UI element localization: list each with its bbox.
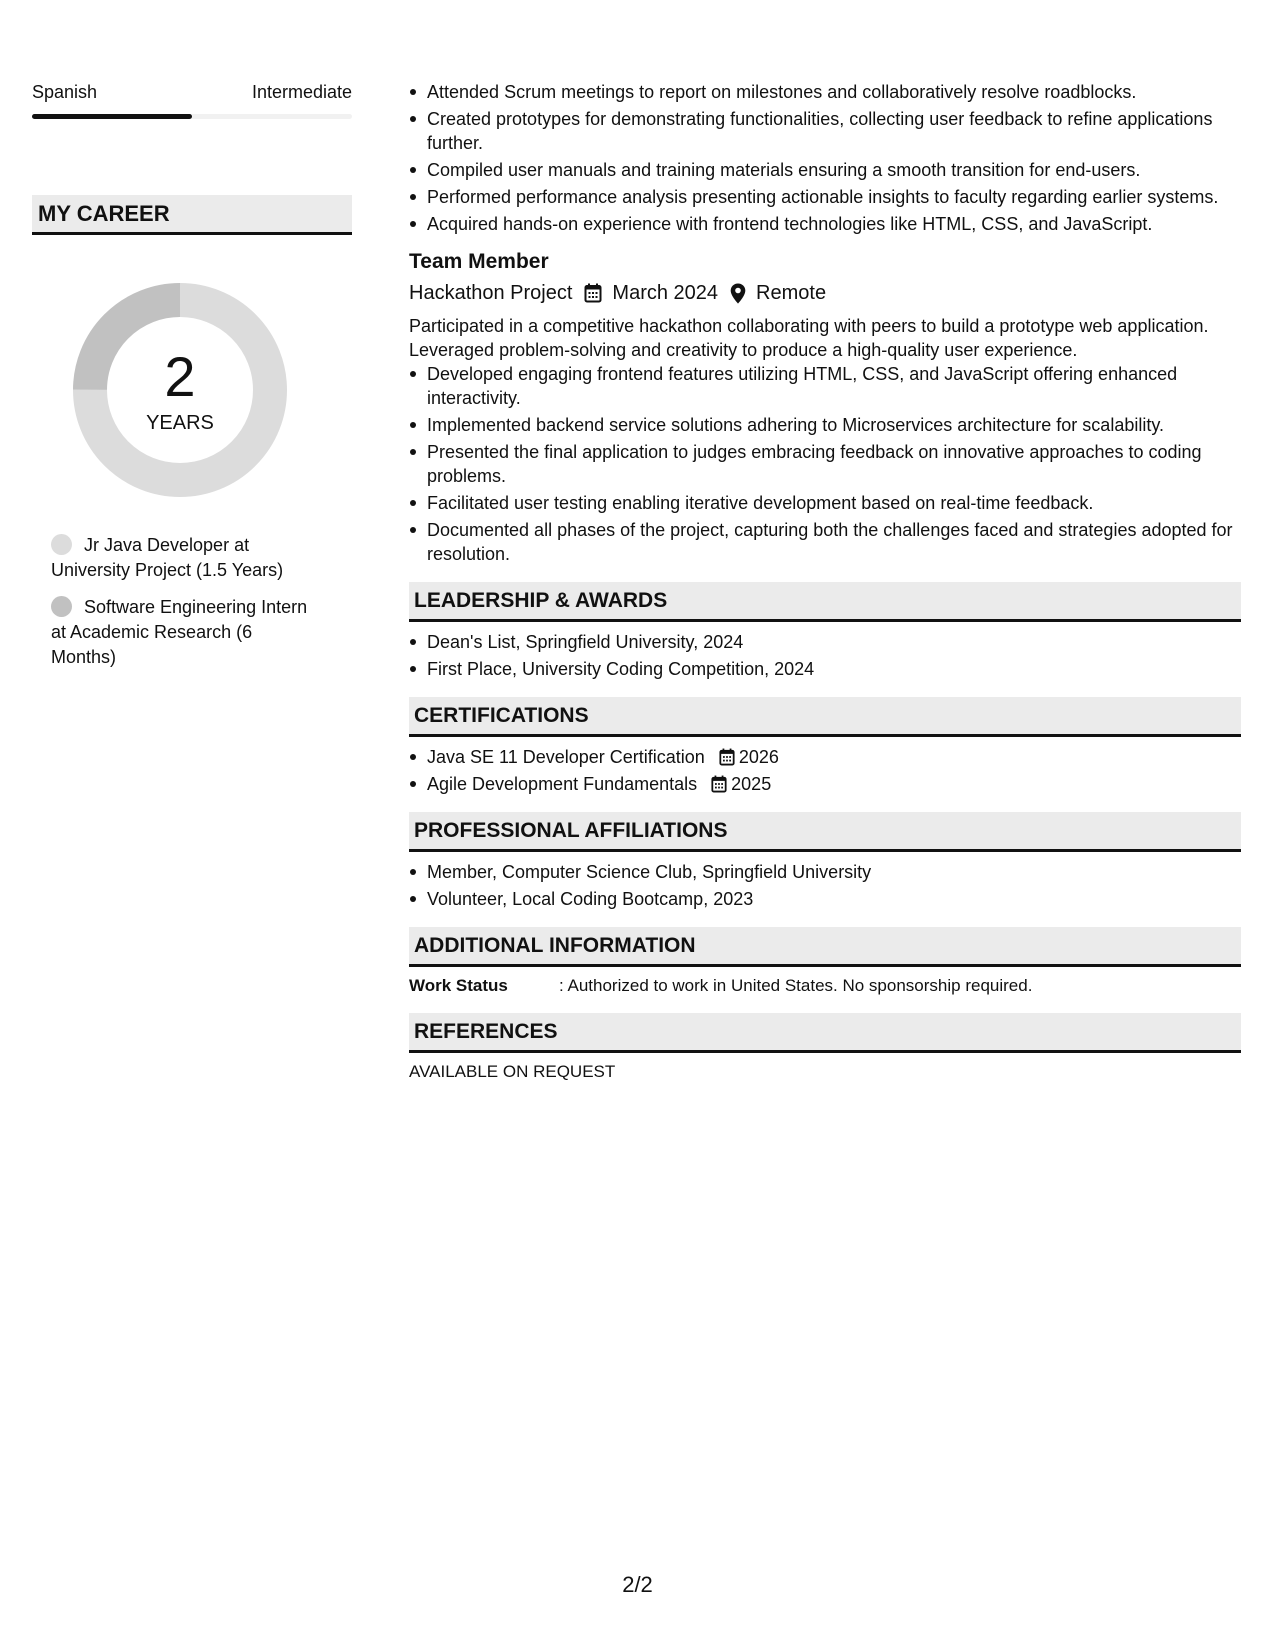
calendar-icon xyxy=(711,775,727,793)
page-number: 2/2 xyxy=(622,1572,653,1597)
job-meta xyxy=(409,279,1241,307)
bullet-item: Created prototypes for demonstrating functionalities, collecting user feedback to refine applications further. xyxy=(409,107,1241,155)
leadership-item: Dean's List, Springfield University, 2024 xyxy=(409,630,1241,654)
map-pin-icon xyxy=(730,283,746,304)
section-heading-career: MY CAREER xyxy=(32,195,352,235)
career-legend xyxy=(51,533,321,670)
certification-name: Agile Development Fundamentals xyxy=(427,774,698,794)
language-name: Spanish xyxy=(32,82,98,102)
work-status-value: : Authorized to work in United States. No sponsorship required. xyxy=(559,976,1033,995)
legend-dot xyxy=(51,534,72,555)
language-level: Intermediate xyxy=(251,82,352,102)
bullet-item: Compiled user manuals and training materials ensuring a smooth transition for end-users. xyxy=(409,158,1241,182)
section-heading-affiliations: PROFESSIONAL AFFILIATIONS xyxy=(409,812,1241,852)
leadership-list xyxy=(409,630,1241,681)
section-heading-certifications: CERTIFICATIONS xyxy=(409,697,1241,737)
legend-label: Software Engineering Intern at Academic Research (6 Months) xyxy=(51,597,308,667)
work-status-row xyxy=(409,975,1241,997)
certification-year: 2026 xyxy=(738,747,779,767)
legend-label: Jr Java Developer at University Project (1.5 Years) xyxy=(51,535,284,580)
certification-year: 2025 xyxy=(731,774,772,794)
affiliations-list xyxy=(409,860,1241,911)
work-status-key: Work Status xyxy=(409,976,508,995)
job-location: Remote xyxy=(756,282,827,304)
legend-dot xyxy=(51,596,72,617)
job-date: March 2024 xyxy=(612,282,719,304)
bullet-item: Documented all phases of the project, capturing both the challenges faced and strategies adopted for resolution. xyxy=(409,518,1241,566)
bullet-item: Implemented backend service solutions adhering to Microservices architecture for scalability. xyxy=(409,413,1241,437)
language-row xyxy=(32,80,352,104)
bullet-item: Acquired hands-on experience with frontend technologies like HTML, CSS, and JavaScript. xyxy=(409,212,1241,236)
job-title: Team Member xyxy=(409,250,549,273)
bullet-item: Attended Scrum meetings to report on milestones and collaboratively resolve roadblocks. xyxy=(409,80,1241,104)
certification-name: Java SE 11 Developer Certification xyxy=(427,747,705,767)
job-description: Participated in a competitive hackathon collaborating with peers to build a prototype web application. Leveraged problem-solving and creativity to produce a high-quality user experience. xyxy=(409,316,1209,360)
section-heading-additional: ADDITIONAL INFORMATION xyxy=(409,927,1241,967)
affiliation-item: Volunteer, Local Coding Bootcamp, 2023 xyxy=(409,887,1241,911)
language-proficiency-fill xyxy=(32,114,192,119)
job-bullets xyxy=(409,362,1241,566)
left-column xyxy=(32,80,352,682)
calendar-icon xyxy=(719,748,735,766)
legend-item xyxy=(51,595,321,670)
certification-item xyxy=(409,772,1241,796)
right-column xyxy=(409,80,1241,1083)
bullet-item: Facilitated user testing enabling iterative development based on real-time feedback. xyxy=(409,491,1241,515)
job-organization: Hackathon Project xyxy=(409,282,573,304)
bullet-item: Performed performance analysis presenting actionable insights to faculty regarding earlier systems. xyxy=(409,185,1241,209)
certification-item xyxy=(409,745,1241,769)
language-proficiency-bar xyxy=(32,114,352,119)
certifications-list xyxy=(409,745,1241,796)
bullet-item: Presented the final application to judges embracing feedback on innovative approaches to coding problems. xyxy=(409,440,1241,488)
references-text: AVAILABLE ON REQUEST xyxy=(409,1062,616,1081)
career-total-value: 2 xyxy=(164,345,196,408)
previous-job-bullets xyxy=(409,80,1241,236)
legend-item xyxy=(51,533,321,583)
career-donut-chart xyxy=(67,277,293,503)
section-heading-references: REFERENCES xyxy=(409,1013,1241,1053)
affiliation-item: Member, Computer Science Club, Springfield University xyxy=(409,860,1241,884)
bullet-item: Developed engaging frontend features utilizing HTML, CSS, and JavaScript offering enhanced interactivity. xyxy=(409,362,1241,410)
leadership-item: First Place, University Coding Competition, 2024 xyxy=(409,657,1241,681)
career-total-unit: YEARS xyxy=(146,412,214,434)
calendar-icon xyxy=(584,283,602,303)
section-heading-leadership: LEADERSHIP & AWARDS xyxy=(409,582,1241,622)
